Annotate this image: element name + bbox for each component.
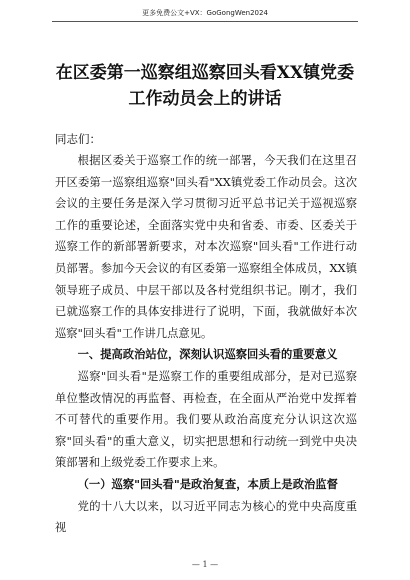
header-note: 更多免费公文+VX：GoGongWen2024 <box>142 9 268 17</box>
document-body <box>55 150 357 539</box>
paragraph-continued: 党的十八大以来，以习近平同志为核心的党中央高度重视 <box>55 499 357 535</box>
paragraph-significance: 巡察"回头看"是巡察工作的重要组成部分，是对已巡察单位整改情况的再监督、再检查，在全面从严治党中发挥着不可替代的重要作用。我们要从政治高度充分认识这次巡察"回头看"的重大意义，切实把思想和行动统一到党中央决策部署和上级党委工作要求上来。 <box>55 369 357 470</box>
paragraph-intro: 根据区委关于巡察工作的统一部署，今天我们在这里召开区委第一巡察组巡察"回头看"XX镇党委工作动员会。这次会议的主要任务是深入学习贯彻习近平总书记关于巡视巡察工作的重要论述，全面落实党中央和省委、市委、区委关于巡察工作的新部署新要求，对本次巡察"回头看"工作进行动员部署。参加今天会议的有区委第一巡察组全体成员，XX镇领导班子成员、中层干部以及各村党组织书记。刚才，我们已就巡察工作的具体安排进行了说明，下面，我就做好本次巡察"回头看"工作讲几点意见。 <box>55 154 357 340</box>
header-divider <box>52 21 358 22</box>
salutation: 同志们： <box>55 132 101 146</box>
subsection-heading-1: （一）巡察"回头看"是政治复查，本质上是政治监督 <box>77 476 338 491</box>
section-heading-1: 一、提高政治站位，深刻认识巡察回头看的重要意义 <box>77 347 338 362</box>
document-title: 在区委第一巡察组巡察回头看XX镇党委工作动员会上的讲话 <box>55 63 355 109</box>
page-number: — 1 — <box>191 560 219 569</box>
